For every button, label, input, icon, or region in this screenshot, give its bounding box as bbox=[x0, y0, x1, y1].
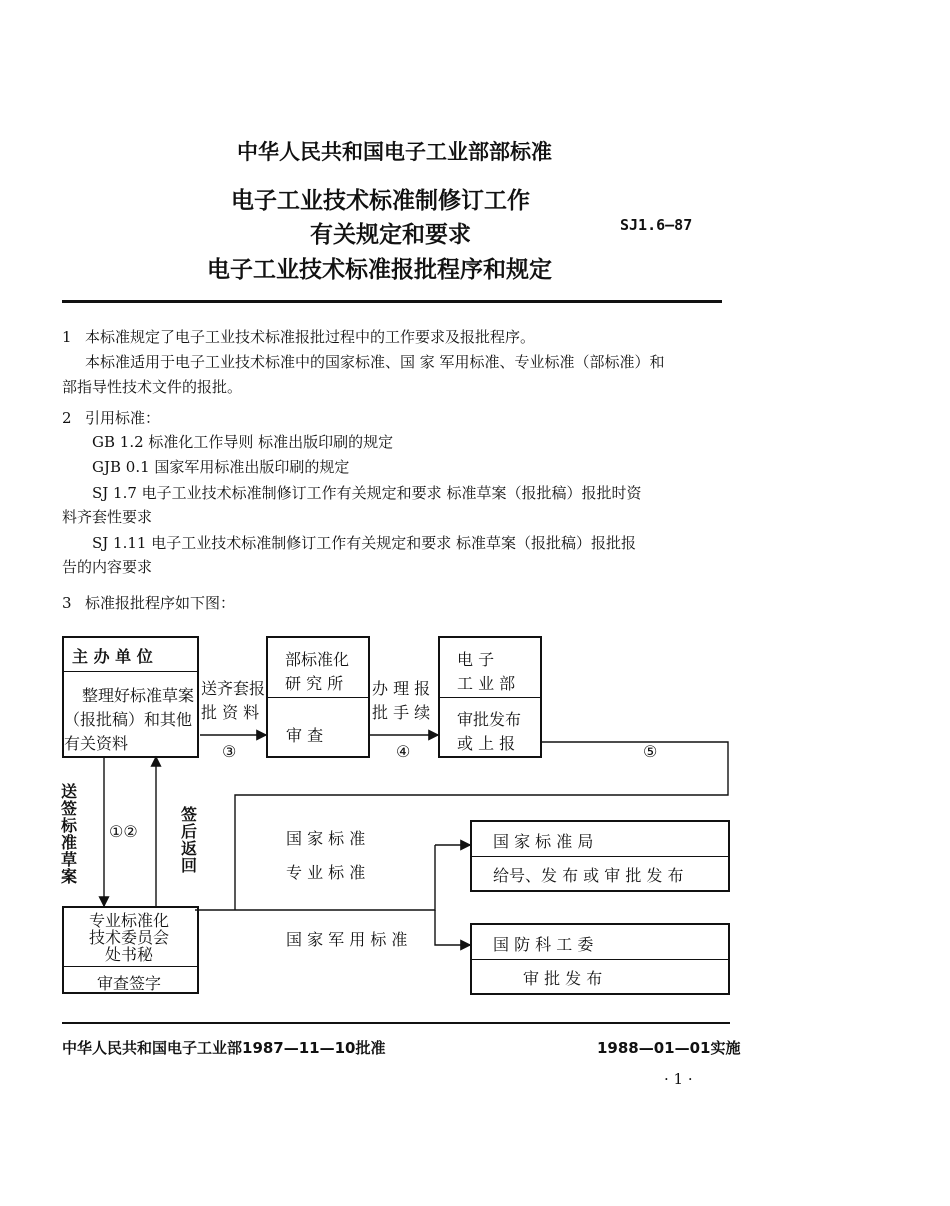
send-materials-line-2: 批 资 料 bbox=[201, 703, 260, 722]
reference-sj111-line-2: 告的内容要求 bbox=[62, 558, 153, 576]
standard-code: SJ1.6—87 bbox=[620, 216, 693, 234]
professional-standard-label: 专 业 标 准 bbox=[286, 863, 366, 882]
committee-divider bbox=[63, 966, 198, 967]
ministry-line-3: 审批发布 bbox=[457, 710, 522, 729]
process-line-2: 批 手 续 bbox=[372, 703, 431, 722]
effective-date: 1988—01—01实施 bbox=[597, 1039, 741, 1057]
ministry-line-4: 或 上 报 bbox=[457, 734, 516, 753]
s2-number: 2 bbox=[62, 409, 72, 427]
committee-line-3: 处书秘 bbox=[105, 945, 154, 964]
title-line-1: 电子工业技术标准制修订工作 bbox=[231, 188, 530, 214]
sponsor-line-3: 有关资料 bbox=[64, 734, 129, 753]
committee-line-2: 技术委员会 bbox=[89, 928, 170, 947]
process-line-1: 办 理 报 bbox=[372, 679, 431, 698]
sponsor-title: 主 办 单 位 bbox=[72, 647, 153, 666]
s1-number: 1 bbox=[62, 328, 72, 346]
footer-rule bbox=[62, 1022, 730, 1024]
sponsor-divider bbox=[63, 671, 198, 672]
issuer: 中华人民共和国电子工业部部标准 bbox=[237, 140, 552, 164]
defense-divider bbox=[471, 959, 729, 960]
page-number: · 1 · bbox=[664, 1070, 693, 1088]
reference-gb: GB 1.2 标准化工作导则 标准出版印刷的规定 bbox=[92, 433, 394, 451]
committee-sign: 审查签字 bbox=[97, 974, 162, 993]
institute-line-2: 研 究 所 bbox=[285, 674, 344, 693]
institute-line-1: 部标准化 bbox=[285, 650, 350, 669]
send-draft-vertical: 送签标准草案 bbox=[60, 782, 77, 886]
s3-number: 3 bbox=[62, 594, 72, 612]
s1-line-2: 本标准适用于电子工业技术标准中的国家标准、国 家 军用标准、专业标准（部标准）和 bbox=[85, 353, 665, 371]
reference-gjb: GJB 0.1 国家军用标准出版印刷的规定 bbox=[92, 458, 350, 476]
institute-divider bbox=[267, 697, 369, 698]
title-line-2: 有关规定和要求 bbox=[310, 222, 471, 248]
s1-line-3: 部指导性技术文件的报批。 bbox=[62, 378, 243, 396]
military-standard-label: 国 家 军 用 标 准 bbox=[286, 930, 408, 949]
defense-action: 审 批 发 布 bbox=[523, 969, 603, 988]
step-4-marker: ④ bbox=[396, 742, 411, 761]
ministry-divider bbox=[439, 697, 541, 698]
step-5-marker: ⑤ bbox=[643, 742, 658, 761]
sponsor-line-2: （报批稿）和其他 bbox=[64, 710, 193, 729]
step-3-marker: ③ bbox=[222, 742, 237, 761]
s3-title: 标准报批程序如下图： bbox=[85, 594, 236, 612]
s1-line-1: 本标准规定了电子工业技术标准报批过程中的工作要求及报批程序。 bbox=[85, 328, 536, 346]
title-line-3: 电子工业技术标准报批程序和规定 bbox=[207, 257, 552, 283]
reference-sj17-line-2: 料齐套性要求 bbox=[62, 508, 153, 526]
step-1-2-marker: ①② bbox=[109, 822, 138, 841]
arrow-to-defense bbox=[435, 910, 470, 945]
s2-title: 引用标准： bbox=[85, 409, 161, 427]
bureau-action: 给号、发 布 或 审 批 发 布 bbox=[493, 866, 684, 885]
ministry-line-1: 电 子 bbox=[457, 650, 495, 669]
defense-title: 国 防 科 工 委 bbox=[493, 935, 594, 954]
sponsor-line-1: 整理好标准草案 bbox=[82, 686, 195, 705]
reference-sj111-line-1: SJ 1.11 电子工业技术标准制修订工作有关规定和要求 标准草案（报批稿）报批报 bbox=[92, 534, 636, 552]
reference-sj17-line-1: SJ 1.7 电子工业技术标准制修订工作有关规定和要求 标准草案（报批稿）报批时资 bbox=[92, 484, 642, 502]
send-materials-line-1: 送齐套报 bbox=[201, 679, 266, 698]
national-standard-label: 国 家 标 准 bbox=[286, 829, 366, 848]
bureau-title: 国 家 标 准 局 bbox=[493, 832, 594, 851]
committee-line-1: 专业标准化 bbox=[89, 911, 170, 930]
return-vertical: 签后返回 bbox=[180, 805, 197, 875]
bureau-divider bbox=[471, 856, 729, 857]
institute-review: 审 查 bbox=[286, 726, 324, 745]
approval-line: 中华人民共和国电子工业部1987—11—10批准 bbox=[62, 1039, 386, 1057]
ministry-line-2: 工 业 部 bbox=[457, 674, 516, 693]
